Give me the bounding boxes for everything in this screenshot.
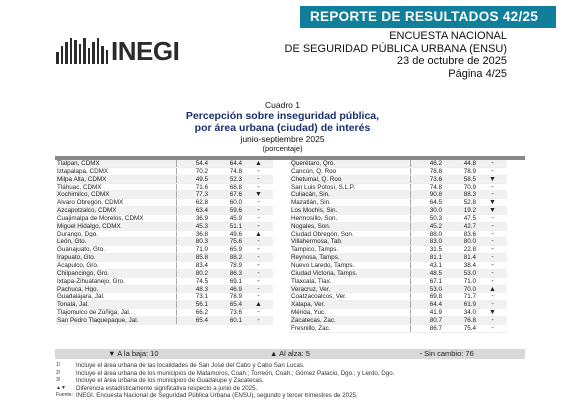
city-cell: Cuajimalpa de Morelos, CDMX	[57, 214, 144, 222]
table-row	[290, 309, 507, 317]
city-cell: Iztapalapa, CDMX	[57, 167, 109, 175]
table-row	[56, 160, 273, 168]
table-row	[290, 168, 507, 176]
value-septiembre-cell: 71.0	[463, 277, 476, 285]
table-row	[56, 215, 273, 223]
city-cell: Guanajuato, Gto.	[57, 246, 105, 254]
cuadro-label: Cuadro 1	[265, 100, 300, 110]
value-septiembre-cell: 73.6	[229, 309, 242, 317]
value-septiembre-cell: 75.4	[463, 324, 476, 332]
legend-up: ▲ Al alza: 5	[270, 349, 310, 358]
legend-same: - Sin cambio: 76	[419, 349, 474, 358]
value-junio-cell: 71.0	[176, 246, 210, 253]
change-mark: -	[491, 183, 494, 191]
value-junio-cell: 73.1	[176, 293, 210, 300]
city-cell: Los Mochis, Sin.	[291, 207, 338, 214]
table-right	[290, 160, 507, 333]
change-mark: -	[257, 238, 260, 246]
change-mark: ▼	[489, 175, 496, 183]
value-septiembre-cell: 64.4	[229, 160, 242, 167]
change-mark: -	[491, 324, 494, 332]
change-mark: -	[257, 316, 260, 324]
table-row	[290, 286, 507, 294]
table-row	[56, 301, 273, 309]
change-mark: -	[257, 175, 260, 183]
city-cell: San Pedro Tlaquepaque, Jal.	[57, 316, 139, 324]
value-septiembre-cell: 78.9	[229, 261, 242, 269]
value-septiembre-cell: 46.9	[229, 285, 242, 293]
value-junio-cell: 63.4	[176, 207, 210, 214]
value-septiembre-cell: 88.3	[463, 191, 476, 199]
table-row	[56, 317, 273, 325]
table-title	[0, 100, 565, 153]
change-mark: ▼	[489, 199, 496, 207]
change-mark: -	[257, 167, 260, 175]
table-row	[56, 199, 273, 207]
change-mark: -	[257, 214, 260, 222]
value-junio-cell: 70.2	[176, 168, 210, 175]
table-row	[56, 191, 273, 199]
table-row	[290, 215, 507, 223]
city-cell: Culiacán, Sin.	[291, 191, 330, 199]
value-septiembre-cell: 58.5	[463, 175, 476, 183]
city-cell: Ciudad Victoria, Tamps.	[291, 269, 358, 277]
table-row	[56, 286, 273, 294]
city-cell: Tonalá, Jal.	[57, 301, 89, 309]
table-row	[290, 278, 507, 286]
table-row	[56, 293, 273, 301]
value-junio-cell: 73.6	[410, 176, 444, 183]
footnote	[56, 392, 394, 400]
change-mark: -	[491, 160, 494, 167]
change-mark: -	[257, 293, 260, 301]
table-row	[56, 176, 273, 184]
value-septiembre-cell: 80.0	[463, 238, 476, 246]
city-cell: Mérida, Yuc.	[291, 309, 326, 316]
value-septiembre-cell: 45.9	[229, 214, 242, 222]
footnote	[56, 377, 394, 385]
value-junio-cell: 80.3	[176, 238, 210, 245]
table-row	[290, 270, 507, 278]
city-cell: Hermosillo, Son.	[291, 214, 338, 222]
value-septiembre-cell: 42.7	[463, 222, 476, 230]
value-septiembre-cell: 78.9	[463, 167, 476, 175]
change-mark: -	[491, 293, 494, 301]
change-mark: -	[491, 167, 494, 175]
value-septiembre-cell: 44.8	[463, 160, 476, 167]
footnote-text: Incluye el área urbana de las localidades de San José del Cabo y Cabo San Lucas.	[76, 362, 305, 369]
change-mark: -	[257, 199, 260, 207]
change-mark: -	[491, 222, 494, 230]
value-septiembre-cell: 34.0	[463, 309, 476, 317]
report-banner: REPORTE DE RESULTADOS 42/25	[300, 6, 556, 28]
footnotes	[56, 362, 394, 400]
city-cell: Mazatlán, Sin.	[291, 199, 331, 207]
footnote-text: INEGI. Encuesta Nacional de Seguridad Pública Urbana (ENSU), segundo y tercer trimestres de 2025.	[76, 392, 358, 400]
change-mark: -	[491, 277, 494, 285]
table-row	[290, 176, 507, 184]
footnote-text: Incluye el área urbana de los municipios de Guadalupe y Zacatecas.	[76, 377, 264, 385]
value-septiembre-cell: 60.1	[229, 316, 242, 324]
survey-line1: ENCUESTA NACIONAL	[389, 30, 507, 42]
table-row	[290, 231, 507, 239]
city-cell: Tlalpan, CDMX	[57, 160, 100, 167]
value-septiembre-cell: 67.6	[229, 191, 242, 199]
change-mark: -	[491, 316, 494, 324]
change-mark: -	[257, 269, 260, 277]
logo-bars-icon	[56, 38, 108, 64]
change-mark: ▲	[255, 160, 262, 167]
value-junio-cell: 53.0	[410, 286, 444, 293]
value-junio-cell: 49.5	[176, 176, 210, 183]
table-row	[290, 184, 507, 192]
report-date: 23 de octubre de 2025	[396, 55, 507, 67]
change-mark: -	[491, 269, 494, 277]
value-septiembre-cell: 78.9	[229, 293, 242, 301]
city-cell: Querétaro, Qro.	[291, 160, 336, 167]
city-cell: León, Gto.	[57, 238, 87, 246]
value-junio-cell: 46.2	[410, 160, 444, 167]
table-row	[290, 160, 507, 168]
value-junio-cell: 83.0	[410, 238, 444, 245]
value-junio-cell: 36.8	[176, 231, 210, 238]
value-septiembre-cell: 22.8	[463, 246, 476, 254]
value-junio-cell: 90.8	[410, 191, 444, 198]
city-cell: Coatzacoalcos, Ver.	[291, 293, 347, 301]
value-septiembre-cell: 65.4	[229, 301, 242, 309]
value-junio-cell: 36.9	[176, 215, 210, 222]
table-row	[56, 262, 273, 270]
value-junio-cell: 48.5	[410, 270, 444, 277]
value-septiembre-cell: 83.6	[463, 230, 476, 238]
legend-down: ▼ A la baja: 10	[108, 349, 159, 358]
city-cell: Nuevo Laredo, Tamps.	[291, 261, 355, 269]
change-mark: -	[491, 214, 494, 222]
value-septiembre-cell: 65.9	[229, 246, 242, 254]
value-septiembre-cell: 70.9	[463, 183, 476, 191]
title-line1: Percepción sobre inseguridad pública,	[185, 110, 380, 122]
city-cell: Ciudad Obregón, Son.	[291, 230, 354, 238]
title-line2: por área urbana (ciudad) de interés	[194, 122, 371, 134]
value-junio-cell: 78.8	[410, 168, 444, 175]
inegi-logo	[56, 36, 186, 66]
value-junio-cell: 48.3	[176, 286, 210, 293]
value-junio-cell: 54.4	[176, 160, 210, 167]
table-row	[290, 325, 507, 333]
survey-header	[285, 30, 508, 80]
page-number: Página 4/25	[448, 67, 507, 80]
footnote-text: Incluye el área urbana de los municipios de Matamoros, Coah.; Torreón, Coah.; Gómez Palacio, Dgo.; y Lerdo, Dgo.	[76, 369, 395, 377]
value-junio-cell: 69.8	[410, 293, 444, 300]
value-septiembre-cell: 49.6	[229, 230, 242, 238]
city-cell: Reynosa, Tamps.	[291, 254, 340, 261]
value-septiembre-cell: 69.1	[229, 277, 242, 285]
city-cell: Xochimilco, CDMX	[57, 191, 110, 199]
value-septiembre-cell: 68.8	[229, 183, 242, 191]
table-row	[290, 223, 507, 231]
change-mark: ▲	[489, 285, 496, 293]
legend	[55, 349, 525, 359]
city-cell: San Luis Potosí, S.L.P.	[291, 183, 355, 191]
table-row	[290, 262, 507, 270]
value-septiembre-cell: 81.4	[463, 254, 476, 262]
table-left	[56, 160, 273, 325]
change-mark: -	[491, 301, 494, 309]
city-cell: Chetumal, Q. Roo	[291, 175, 342, 183]
value-septiembre-cell: 86.3	[229, 269, 242, 277]
table-row	[56, 238, 273, 246]
city-cell: Tampico, Tamps.	[291, 246, 339, 254]
change-mark: -	[257, 254, 260, 262]
value-junio-cell: 45.2	[410, 223, 444, 230]
footnote-text: Diferencia estadísticamente significativa respecto a junio de 2025.	[76, 384, 258, 392]
change-mark: ▲	[255, 301, 262, 309]
value-junio-cell: 71.6	[176, 184, 210, 191]
table-row	[56, 254, 273, 262]
city-cell: Xalapa, Ver.	[291, 301, 325, 309]
city-cell: Miguel Hidalgo, CDMX	[57, 222, 121, 230]
value-junio-cell: 30.0	[410, 207, 444, 214]
change-mark: -	[491, 238, 494, 246]
city-cell: Cancún, Q. Roo	[291, 167, 337, 175]
footnote-mark: Fuente:	[56, 392, 73, 399]
value-junio-cell: 65.4	[176, 317, 210, 324]
value-septiembre-cell: 70.0	[463, 285, 476, 293]
value-septiembre-cell: 59.6	[229, 207, 242, 215]
value-junio-cell: 62.8	[176, 199, 210, 206]
value-septiembre-cell: 75.6	[229, 238, 242, 246]
value-junio-cell: 41.9	[410, 309, 444, 316]
change-mark: ▼	[255, 191, 262, 199]
change-mark: -	[491, 261, 494, 269]
change-mark: -	[257, 183, 260, 191]
table-row	[56, 231, 273, 239]
value-septiembre-cell: 47.5	[463, 214, 476, 222]
city-cell: Milpa Alta, CDMX	[57, 175, 107, 183]
value-junio-cell: 85.8	[176, 254, 210, 261]
city-cell: Álvaro Obregón, CDMX	[57, 199, 124, 207]
change-mark: -	[491, 246, 494, 254]
table-row	[56, 270, 273, 278]
table-row	[290, 238, 507, 246]
value-junio-cell: 81.1	[410, 254, 444, 261]
value-septiembre-cell: 61.9	[463, 301, 476, 309]
logo-text: INEGI	[111, 36, 180, 66]
value-septiembre-cell: 74.8	[229, 167, 242, 175]
footnote-mark: ▲▼	[56, 384, 66, 391]
value-septiembre-cell: 19.2	[463, 207, 476, 215]
value-septiembre-cell: 76.8	[463, 316, 476, 324]
city-cell: Tláhuac, CDMX	[57, 183, 102, 191]
table-row	[56, 309, 273, 317]
value-septiembre-cell: 88.2	[229, 254, 242, 262]
value-junio-cell: 88.0	[410, 231, 444, 238]
value-junio-cell: 77.3	[176, 191, 210, 198]
change-mark: -	[257, 222, 260, 230]
city-cell: Acapulco, Gro.	[57, 261, 99, 269]
city-cell: Durango, Dgo.	[57, 230, 98, 238]
table-row	[290, 301, 507, 309]
value-junio-cell: 50.3	[410, 215, 444, 222]
change-mark: ▲	[255, 230, 262, 238]
city-cell: Fresnillo, Zac.	[291, 324, 331, 332]
value-septiembre-cell: 60.0	[229, 199, 242, 207]
change-mark: -	[491, 230, 494, 238]
top-bar	[0, 0, 565, 34]
footnote	[56, 362, 394, 370]
city-cell: Zacatecas, Zac.	[291, 316, 336, 324]
value-septiembre-cell: 52.3	[229, 175, 242, 183]
change-mark: -	[257, 309, 260, 317]
table-row	[56, 278, 273, 286]
table-row	[56, 246, 273, 254]
value-septiembre-cell: 53.0	[463, 269, 476, 277]
value-junio-cell: 67.1	[410, 278, 444, 285]
table-row	[56, 184, 273, 192]
footnote-mark: 3/	[56, 377, 61, 384]
footnote-mark: 1/	[56, 362, 61, 368]
value-junio-cell: 45.3	[176, 223, 210, 230]
city-cell: Ixtapa-Zihuatanejo, Gro.	[57, 277, 125, 285]
table-row	[290, 199, 507, 207]
value-junio-cell: 64.5	[410, 199, 444, 206]
city-cell: Tlaxcala, Tlax.	[291, 277, 332, 285]
change-mark: -	[491, 254, 494, 262]
table-row	[290, 191, 507, 199]
value-septiembre-cell: 52.8	[463, 199, 476, 207]
city-cell: Villahermosa, Tab.	[291, 238, 343, 246]
value-septiembre-cell: 71.7	[463, 293, 476, 301]
value-junio-cell: 74.5	[176, 278, 210, 285]
city-cell: Guadalajara, Jal.	[57, 293, 105, 301]
value-junio-cell: 83.4	[176, 262, 210, 269]
table-row	[290, 254, 507, 262]
unit: (porcentaje)	[262, 144, 303, 153]
value-junio-cell: 66.2	[176, 309, 210, 316]
change-mark: -	[257, 285, 260, 293]
city-cell: Irapuato, Gto.	[57, 254, 96, 261]
footnote	[56, 370, 394, 378]
table-row	[290, 317, 507, 325]
change-mark: -	[491, 191, 494, 199]
footnote-mark: 2/	[56, 369, 61, 376]
change-mark: -	[257, 277, 260, 285]
change-mark: ▼	[489, 309, 496, 317]
change-mark: -	[257, 246, 260, 254]
period: junio-septiembre 2025	[240, 134, 325, 144]
value-junio-cell: 74.8	[410, 184, 444, 191]
value-junio-cell: 80.2	[176, 270, 210, 277]
footnote	[56, 385, 394, 393]
table-row	[56, 223, 273, 231]
value-junio-cell: 43.1	[410, 262, 444, 269]
city-cell: Nogales, Son.	[291, 222, 331, 230]
value-junio-cell: 86.7	[410, 325, 444, 332]
city-cell: Azcapotzalco, CDMX	[57, 207, 117, 214]
table-row	[290, 207, 507, 215]
change-mark: -	[257, 261, 260, 269]
city-cell: Tlajomulco de Zúñiga, Jal.	[57, 309, 131, 316]
survey-line2: DE SEGURIDAD PÚBLICA URBANA (ENSU)	[284, 42, 507, 55]
value-septiembre-cell: 51.1	[229, 222, 242, 230]
change-mark: ▼	[489, 207, 496, 215]
value-junio-cell: 31.5	[410, 246, 444, 253]
city-cell: Veracruz, Ver.	[291, 285, 331, 293]
value-junio-cell: 80.7	[410, 317, 444, 324]
table-row	[290, 246, 507, 254]
city-cell: Pachuca, Hgo.	[57, 285, 99, 293]
value-junio-cell: 56.1	[176, 301, 210, 308]
city-cell: Chilpancingo, Gro.	[57, 269, 110, 277]
value-septiembre-cell: 38.4	[463, 261, 476, 269]
table-row	[56, 168, 273, 176]
table-row	[290, 293, 507, 301]
table-row	[56, 207, 273, 215]
value-junio-cell: 64.4	[410, 301, 444, 308]
change-mark: -	[257, 207, 260, 215]
